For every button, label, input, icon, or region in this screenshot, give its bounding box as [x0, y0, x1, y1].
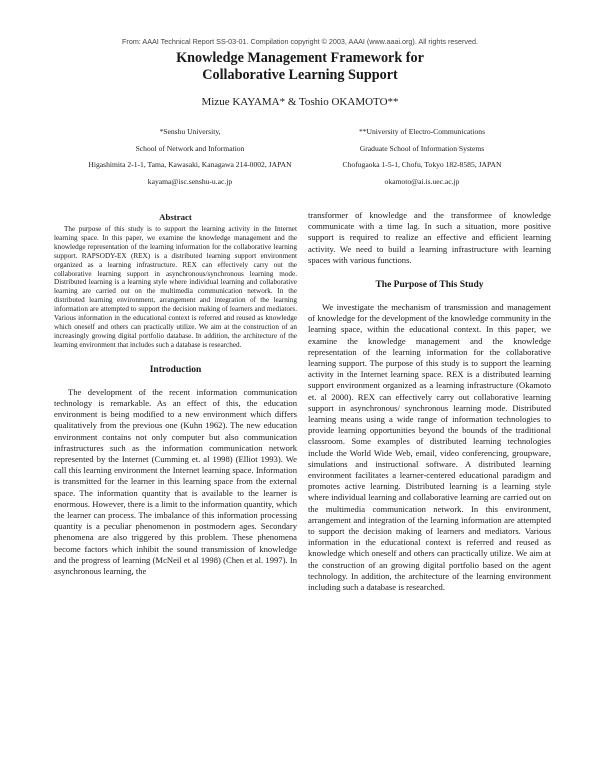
introduction-continued-text: transformer of knowledge and the transformee of knowledge communicate with a time lag. In such a situation, more positive support is required to realize an effective and efficient learning activity. We need to build a learning infrastructure with learning spaces with various functions. — [308, 210, 551, 265]
affiliation-line: *Senshu University, — [159, 127, 221, 136]
introduction-text: The development of the recent information communication technology is remarkable. As an effect of this, the education environment is being modified to a new environment which differs qualitatively from the previous one (Kuhn 1962). The new education environment contains not only computer but also communication infrastructures such as the information communication network represented by the Internet (Cumming et. al 1998) (Elliot 1993). We call this learning environment the Internet learning space. Information is transmitted for the learner in this learning space from the external space. The information quantity that is available to the learner is enormous. However, there is a limit to the information quantity, which the learner can process. The imbalance of this information processing quantity is a peculiar phenomenon in postmodern ages. Secondary phenomena are also triggered by this problem. These phenomena become factors which inhibit the sound transmission of knowledge and the progress of learning (McNeil et al 1998) (Chen et al. 1997). In asynchronous learning, the — [54, 386, 297, 576]
affiliation-line: Higashimita 2-1-1, Tama, Kawasaki, Kanagawa 214-0002, JAPAN — [88, 160, 292, 169]
author-email: okamoto@ai.is.uec.ac.jp — [384, 176, 460, 186]
title-line-1: Knowledge Management Framework for — [176, 50, 424, 66]
introduction-heading: Introduction — [149, 364, 202, 375]
affiliation-line: **University of Electro-Communications — [358, 127, 486, 136]
left-column — [54, 210, 297, 577]
copyright-header: From: AAAI Technical Report SS-03-01. Compilation copyright © 2003, AAAI (www.aaai.org). All rights reserved. — [122, 37, 478, 46]
affiliation-senshu — [55, 124, 325, 190]
affiliation-line: School of Network and Information — [135, 143, 245, 153]
affiliation-uec — [287, 124, 557, 190]
paper-title — [0, 50, 600, 83]
purpose-text: We investigate the mechanism of transmission and management of knowledge for the development of the knowledge community in the learning space, within the educational context. In this paper, we examine the knowledge management and the knowledge representation of the learning information for the collaborative learning support. The purpose of this study is to support the learning activity in the Internet learning space. REX is a distributed learning support environment organized as a learning infrastructure (Okamoto et. al 2000). REX can effectively carry out collaborative learning support in asynchronous/ synchronous learning mode. Distributed learning means using a wide range of information technologies to provide learning opportunities beyond the bounds of the traditional classroom. Some examples of distributed learning technologies include the World Wide Web, email, video conferencing, groupware, simulations and instructional software. A distributed learning environment facilitates a learner-centered educational paradigm and promotes active learning. Distributed learning is a learning style where individual learning and collaborative learning are carried out on the multimedia communication network. In this environment, arrangement and integration of the learning information are attempted to support the decision making of learners and mediators. Various information in the educational context is referred and reused as knowledge which oneself and others can practically utilize. We aim at the construction of an growing digital portfolio based on the agent technology. In addition, the architecture of the learning environment including such a database is researched. — [308, 302, 551, 593]
right-column — [308, 210, 551, 593]
author-email: kayama@isc.senshu-u.ac.jp — [147, 176, 233, 186]
purpose-heading: The Purpose of This Study — [375, 280, 484, 291]
abstract-text: The purpose of this study is to support the learning activity in the Internet learning space. In this paper, we examine the knowledge management and the knowledge representation of the learning information for the collaborative learning support. RAPSODY-EX (REX) is a distributed learning support environment organized as a learning infrastructure. REX can effectively carry out the collaborative learning support in asynchronous/synchronous learning mode. Distributed learning is a learning style where individual learning and collaborative learning are carried out on the multimedia communication network. In the distributed learning environment, arrangement and integration of the learning information are attempted to support the decision making of learners and mediators. Various information in the educational context is referred and reused as knowledge which oneself and others can practically utilize. We aim at the construction of an increasingly growing digital portfolio database. In addition, the architecture of the learning environment that includes such a database is researched. — [54, 225, 297, 349]
affiliation-line: Chofugaoka 1-5-1, Chofu, Tokyo 182-8585, JAPAN — [342, 160, 502, 169]
affiliation-line: Graduate School of Information Systems — [359, 143, 485, 153]
abstract-heading: Abstract — [159, 212, 192, 222]
authors: Mizue KAYAMA* & Toshio OKAMOTO** — [201, 96, 399, 108]
title-line-2: Collaborative Learning Support — [202, 66, 398, 83]
